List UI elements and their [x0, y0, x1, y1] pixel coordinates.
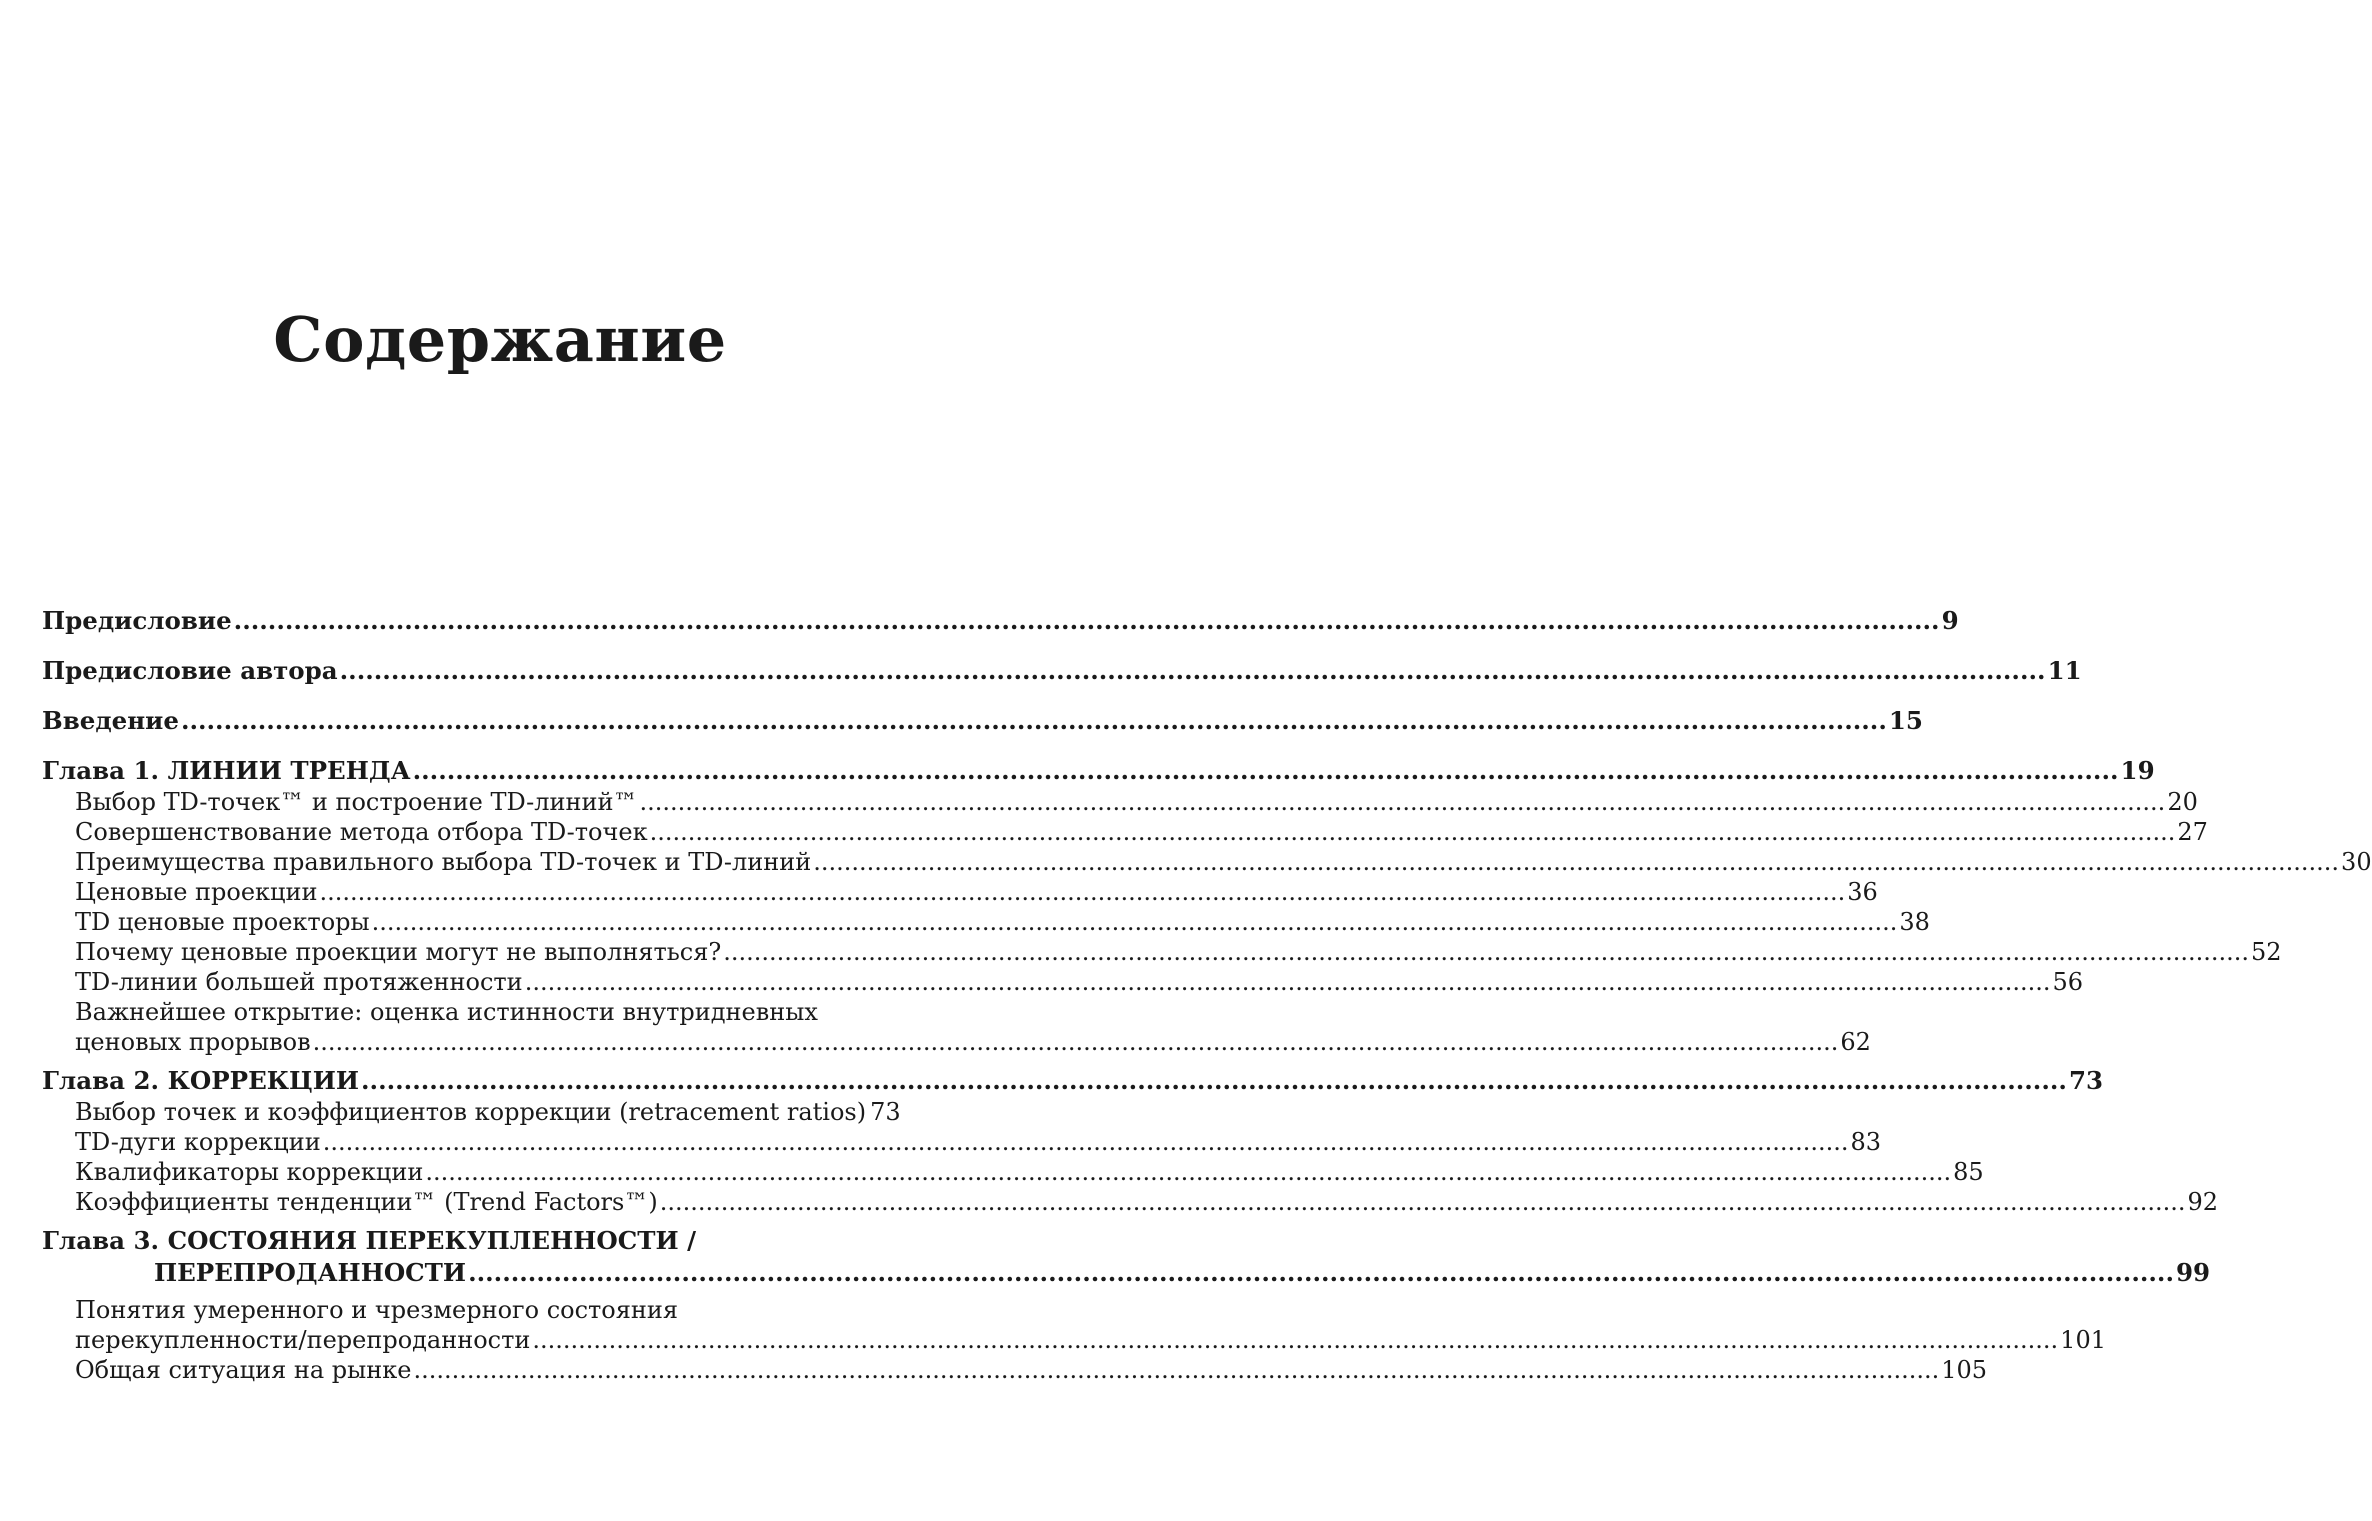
dot-leader: ........................................................................................................................................................................................................ [649, 818, 2176, 846]
dot-leader: ........................................................................................................................................................................................................ [322, 1128, 1849, 1156]
toc-entry-label: TD-дуги коррекции [75, 1128, 321, 1156]
toc-entry[interactable] [42, 605, 1959, 637]
toc-subentry[interactable] [42, 847, 2372, 877]
toc-entry-label: Введение [42, 706, 179, 735]
dot-leader: ........................................................................................................................................................................................................ [425, 1158, 1952, 1186]
dot-leader: ........................................................................................................................................................................................................ [412, 756, 2119, 785]
toc-entry-page: 20 [2167, 788, 2198, 816]
toc-subentry[interactable] [42, 1355, 1988, 1385]
toc-entry[interactable] [42, 1065, 2104, 1097]
toc-entry-label: ПЕРЕПРОДАННОСТИ [154, 1258, 467, 1287]
toc-subentry[interactable] [42, 877, 1878, 907]
toc-entry-label: Предисловие автора [42, 656, 338, 685]
toc-entry-page: 56 [2052, 968, 2084, 996]
table-of-contents [42, 605, 2372, 1385]
toc-entry-page: 85 [1953, 1158, 1984, 1186]
toc-entry[interactable] [42, 705, 1923, 737]
toc-entry-label: Предисловие [42, 606, 232, 635]
toc-entry-label: Преимущества правильного выбора TD-точек и TD-линий [75, 848, 812, 876]
toc-subentry[interactable] [42, 907, 1930, 937]
toc-entry-page: 73 [870, 1098, 901, 1126]
dot-leader: ........................................................................................................................................................................................................ [639, 788, 2166, 816]
toc-entry-page: 38 [1899, 908, 1930, 936]
dot-leader: ........................................................................................................................................................................................................ [312, 1028, 1839, 1056]
toc-entry-label: Выбор точек и коэффициентов коррекции (retracement ratios) [75, 1098, 867, 1126]
toc-subentry[interactable] [42, 787, 2198, 817]
toc-subentry[interactable] [42, 817, 2208, 847]
toc-entry-label: Общая ситуация на рынке [75, 1356, 412, 1384]
toc-entry-page: 9 [1941, 606, 1959, 635]
dot-leader: ........................................................................................................................................................................................................ [532, 1326, 2059, 1354]
toc-subentry[interactable] [42, 967, 2084, 997]
dot-leader: ........................................................................................................................................................................................................ [180, 706, 1887, 735]
toc-subentry[interactable] [42, 1127, 1882, 1157]
dot-leader: ........................................................................................................................................................................................................ [524, 968, 2051, 996]
dot-leader: ........................................................................................................................................................................................................ [319, 878, 1846, 906]
toc-entry-label: Выбор TD-точек™ и построение TD-линий™ [75, 788, 638, 816]
toc-entry-page: 36 [1847, 878, 1878, 906]
dot-leader: ........................................................................................................................................................................................................ [233, 606, 1940, 635]
toc-subentry[interactable] [42, 1027, 1871, 1057]
toc-entry-label: Глава 1. ЛИНИИ ТРЕНДА [42, 756, 411, 785]
toc-entry-label: перекупленности/перепроданности [75, 1326, 531, 1354]
toc-entry-label: Глава 2. КОРРЕКЦИИ [42, 1066, 360, 1095]
toc-entry-label: TD ценовые проекторы [75, 908, 370, 936]
toc-entry-page: 83 [1850, 1128, 1882, 1156]
toc-entry[interactable] [42, 655, 2082, 687]
toc-entry-page: 27 [2177, 818, 2208, 846]
toc-entry-page: 52 [2251, 938, 2282, 966]
dot-leader: ........................................................................................................................................................................................................ [339, 656, 2046, 685]
dot-leader: ........................................................................................................................................................................................................ [413, 1356, 1940, 1384]
toc-entry-page: 105 [1941, 1356, 1988, 1384]
toc-subentry[interactable] [42, 1157, 1984, 1187]
toc-entry-label: ценовых прорывов [75, 1028, 311, 1056]
toc-entry-label: Квалификаторы коррекции [75, 1158, 424, 1186]
toc-entry-first-line[interactable]: Глава 3. СОСТОЯНИЯ ПЕРЕКУПЛЕННОСТИ / [42, 1226, 697, 1255]
toc-subentry[interactable] [42, 1097, 901, 1127]
toc-entry-page: 73 [2068, 1066, 2104, 1095]
toc-subentry-first-line[interactable]: Понятия умеренного и чрезмерного состояния [75, 1296, 679, 1324]
toc-entry-page: 99 [2176, 1258, 2211, 1287]
toc-entry-page: 11 [2047, 656, 2082, 685]
toc-entry-page: 62 [1840, 1028, 1871, 1056]
dot-leader: ........................................................................................................................................................................................................ [659, 1188, 2186, 1216]
toc-entry-label: TD-линии большей протяженности [75, 968, 523, 996]
dot-leader: ........................................................................................................................................................................................................ [361, 1066, 2067, 1095]
toc-entry-label: Совершенствование метода отбора TD-точек [75, 818, 648, 846]
toc-entry[interactable] [42, 755, 2155, 787]
toc-subentry-first-line[interactable]: Важнейшее открытие: оценка истинности внутридневных [75, 998, 818, 1026]
toc-entry-page: 15 [1888, 706, 1923, 735]
toc-entry-label: Коэффициенты тенденции™ (Trend Factors™) [75, 1188, 658, 1216]
toc-entry-page: 92 [2187, 1188, 2219, 1216]
toc-entry-page: 19 [2120, 756, 2155, 785]
toc-subentry[interactable] [42, 937, 2282, 967]
dot-leader: ........................................................................................................................................................................................................ [371, 908, 1898, 936]
page-title: Содержание [273, 303, 727, 376]
toc-entry-label: Почему ценовые проекции могут не выполняться? [75, 938, 722, 966]
dot-leader: ........................................................................................................................................................................................................ [813, 848, 2340, 876]
toc-entry-label: Ценовые проекции [75, 878, 318, 906]
toc-entry-page: 101 [2060, 1326, 2106, 1354]
toc-subentry[interactable] [42, 1187, 2219, 1217]
toc-entry[interactable] [42, 1257, 2211, 1289]
toc-subentry[interactable] [42, 1325, 2106, 1355]
dot-leader: ........................................................................................................................................................................................................ [723, 938, 2250, 966]
dot-leader: ........................................................................................................................................................................................................ [468, 1258, 2174, 1287]
toc-entry-page: 30 [2341, 848, 2372, 876]
